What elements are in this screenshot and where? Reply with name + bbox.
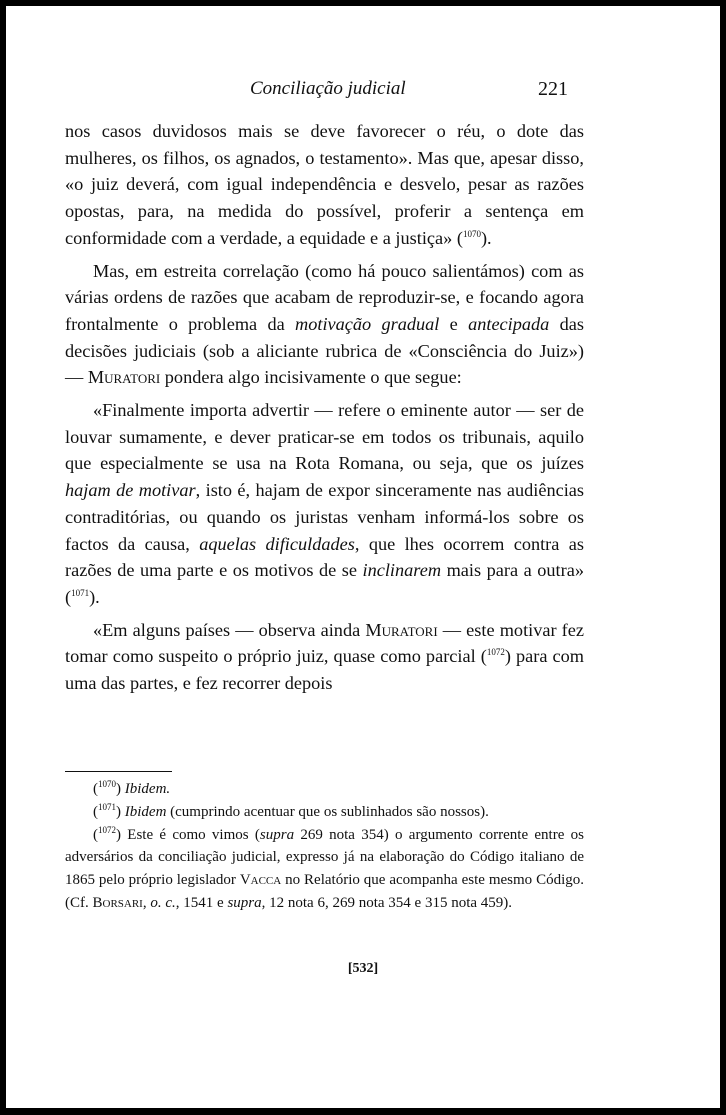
body-text bbox=[65, 118, 584, 697]
author-name: Vacca bbox=[239, 872, 282, 889]
paragraph-1 bbox=[65, 118, 584, 252]
paragraph-2 bbox=[65, 258, 584, 392]
paragraph-3 bbox=[65, 397, 584, 611]
emphasis: Ibidem. bbox=[124, 781, 171, 797]
text-run: , que lhes ocorrem contra as razões de uma parte e os motivos de se bbox=[65, 533, 584, 581]
emphasis: inclinarem bbox=[362, 560, 442, 581]
text-run: Mas, em estreita correlação (como há pouco salientámos) com as várias ordens de razões que acabam de reproduzir-se, e focando agora frontalmente o problema da bbox=[65, 260, 584, 334]
text-run: nos casos duvidosos mais se deve favorecer o réu, o dote das mulheres, os filhos, os agnados, o testamento». Mas que, apesar disso, «o juiz deverá, com igual independência e desvelo, pesar as razões opostas, para, na medida do possível, proferir a sentença em conformidade com a verdade, a equidade e a justiça» ( bbox=[65, 121, 584, 248]
text-run: ). bbox=[480, 227, 492, 248]
emphasis: o. c. bbox=[150, 894, 176, 911]
footnote-number: 1070 bbox=[98, 779, 116, 789]
emphasis: supra bbox=[227, 894, 262, 911]
text-run: , isto é, hajam de expor sinceramente nas audiências contraditórias, ou quando os juristas venham informá-los sobre os factos da causa, bbox=[65, 480, 585, 554]
text-run: ) para com uma das partes, e fez recorrer depois bbox=[65, 646, 584, 694]
text-run: ( bbox=[93, 781, 98, 797]
text-run: ( bbox=[93, 803, 98, 820]
paragraph-4 bbox=[65, 617, 584, 697]
text-run: , 12 nota 6, 269 nota 354 e 315 nota 459). bbox=[261, 894, 513, 911]
text-run: das decisões judiciais (sob a aliciante rubrica de «Consciência do Juiz») — bbox=[65, 313, 584, 388]
text-run: «Em alguns países — observa ainda bbox=[93, 619, 366, 640]
footnote-1070 bbox=[65, 778, 584, 801]
text-run: ) bbox=[116, 803, 125, 820]
text-run: ). bbox=[89, 586, 100, 607]
footnote-1071 bbox=[65, 801, 584, 824]
text-run: , 1541 e bbox=[175, 894, 228, 911]
footnote-number: 1072 bbox=[98, 824, 116, 835]
footnote-ref: 1071 bbox=[71, 587, 90, 598]
running-title: Conciliação judicial bbox=[250, 78, 406, 99]
emphasis: hajam de motivar bbox=[65, 480, 196, 501]
text-run: , bbox=[142, 894, 151, 911]
text-run: 269 nota 354) o argumento corrente entre os adversários da conciliação judicial, expresso já na elaboração do Código italiano de 1865 pelo próprio legislador bbox=[65, 826, 584, 889]
emphasis: Ibidem bbox=[124, 803, 167, 820]
text-run: ) bbox=[116, 826, 128, 843]
text-run: ) bbox=[116, 781, 125, 797]
author-name: Muratori bbox=[365, 619, 438, 640]
footnote-ref: 1070 bbox=[462, 228, 481, 239]
footnote-divider bbox=[65, 771, 172, 772]
text-run: mais para a outra» ( bbox=[65, 560, 584, 607]
emphasis: motivação gradual bbox=[295, 313, 440, 334]
footnote-ref: 1072 bbox=[486, 647, 505, 658]
signature-mark: [532] bbox=[347, 961, 379, 976]
text-run: e bbox=[439, 313, 469, 334]
footnotes bbox=[65, 778, 584, 915]
page-number: 221 bbox=[538, 78, 568, 100]
text-run: — este motivar fez tomar como suspeito o próprio juiz, quase como parcial ( bbox=[65, 619, 584, 667]
text-run: ( bbox=[93, 826, 98, 843]
text-run: «Finalmente importa advertir — refere o eminente autor — ser de louvar sumamente, e dever praticar-se em todos os tribunais, aquilo que especialmente se usa na Rota Romana, ou seja, que os juízes bbox=[65, 400, 584, 474]
text-run: pondera algo incisivamente o que segue: bbox=[160, 367, 462, 388]
footnote-number: 1071 bbox=[98, 801, 116, 812]
emphasis: supra bbox=[259, 826, 295, 843]
book-page bbox=[6, 6, 720, 1108]
author-name: Borsari bbox=[92, 894, 143, 911]
text-run: no Relatório que acompanha este mesmo Código. (Cf. bbox=[65, 872, 584, 911]
footnote-1072 bbox=[65, 824, 584, 915]
page-header bbox=[6, 78, 720, 106]
emphasis: antecipada bbox=[468, 313, 550, 334]
author-name: Muratori bbox=[87, 367, 161, 388]
emphasis: aquelas dificuldades bbox=[199, 533, 355, 554]
text-run: Este é como vimos ( bbox=[127, 826, 260, 843]
text-run: (cumprindo acentuar que os sublinhados são nossos). bbox=[166, 803, 489, 820]
